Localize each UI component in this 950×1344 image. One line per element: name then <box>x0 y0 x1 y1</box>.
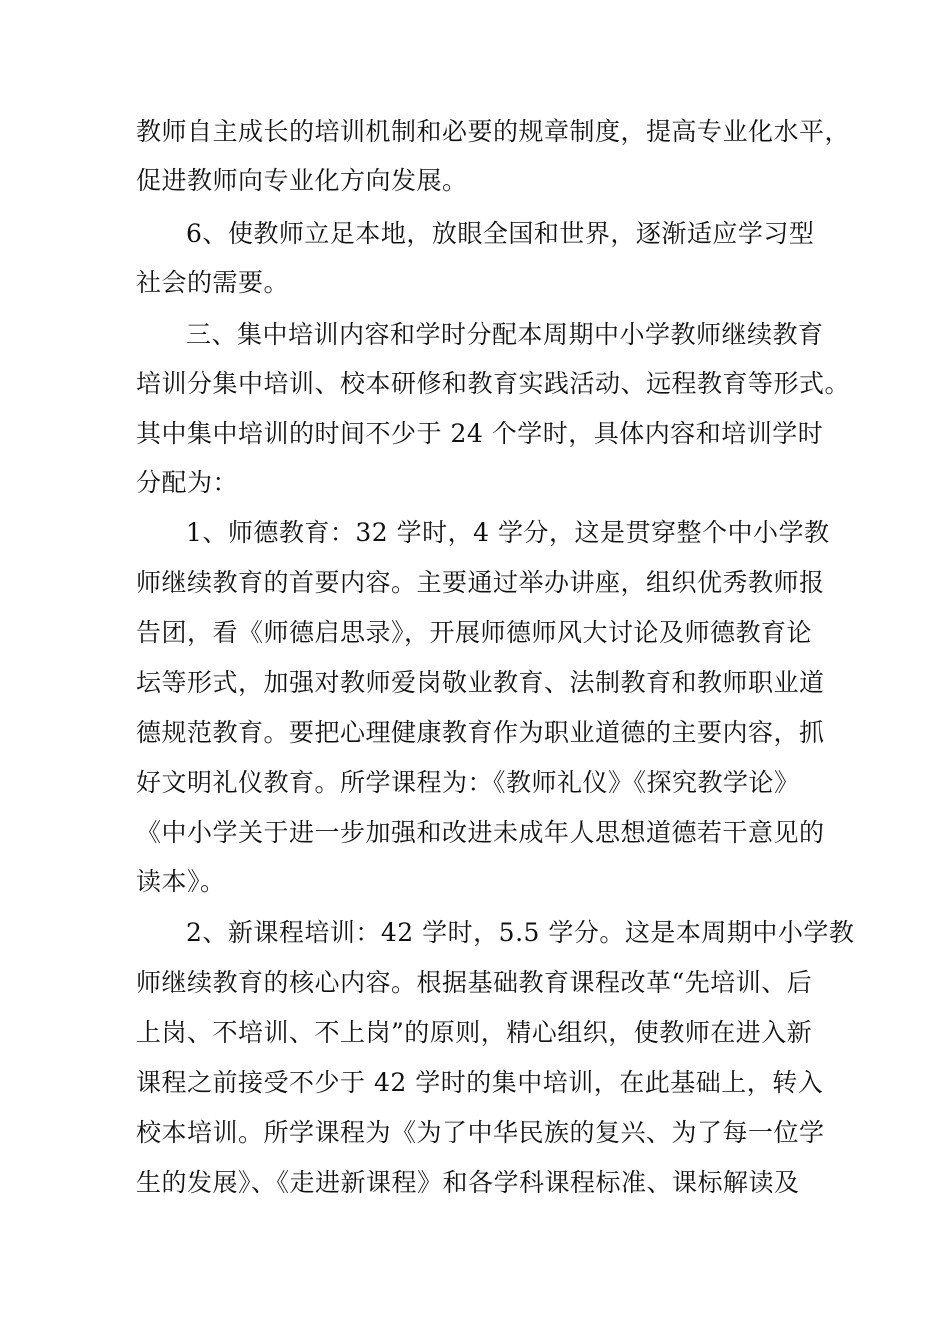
text-line: 培训分集中培训、校本研修和教育实践活动、远程教育等形式。 <box>136 369 851 398</box>
text-line: 校本培训。所学课程为《为了中华民族的复兴、为了每一位学 <box>136 1118 825 1147</box>
text-line: 教师自主成长的培训机制和必要的规章制度，提高专业化水平， <box>136 117 851 146</box>
text-line: 社会的需要。 <box>136 268 290 297</box>
text-line: 上岗、不培训、不上岗”的原则，精心组织，使教师在进入新 <box>136 1018 813 1047</box>
paragraph-start-line: 2、新课程培训：42 学时，5.5 学分。这是本周期中小学教 <box>186 918 855 947</box>
paragraph-start-line: 1、师德教育：32 学时，4 学分，这是贯穿整个中小学教 <box>186 518 830 547</box>
text-line: 分配为： <box>136 468 239 497</box>
text-line: 生的发展》、《走进新课程》和各学科课程标准、课标解读及 <box>136 1168 800 1197</box>
text-line: 读本》。 <box>136 867 226 896</box>
text-line: 坛等形式，加强对教师爱岗敬业教育、法制教育和教师职业道 <box>136 668 825 697</box>
text-line: 师继续教育的核心内容。根据基础教育课程改革“先培训、后 <box>136 968 813 997</box>
paragraph-start-line: 6、使教师立足本地，放眼全国和世界，逐渐适应学习型 <box>186 219 815 248</box>
text-line: 促进教师向专业化方向发展。 <box>136 166 468 195</box>
text-line: 告团，看《师德启思录》，开展师德师风大讨论及师德教育论 <box>136 618 813 647</box>
section-heading-line: 三、集中培训内容和学时分配本周期中小学教师继续教育 <box>186 320 824 349</box>
text-line: 师继续教育的首要内容。主要通过举办讲座，组织优秀教师报 <box>136 568 825 597</box>
text-line: 课程之前接受不少于 42 学时的集中培训，在此基础上，转入 <box>136 1068 824 1097</box>
text-line: 德规范教育。要把心理健康教育作为职业道德的主要内容，抓 <box>136 718 825 747</box>
text-line: 好文明礼仪教育。所学课程为：《教师礼仪》《探究教学论》 <box>136 768 800 797</box>
text-line: 其中集中培训的时间不少于 24 个学时，具体内容和培训学时 <box>136 419 824 448</box>
text-line: 《中小学关于进一步加强和改进未成年人思想道德若干意见的 <box>136 818 825 847</box>
